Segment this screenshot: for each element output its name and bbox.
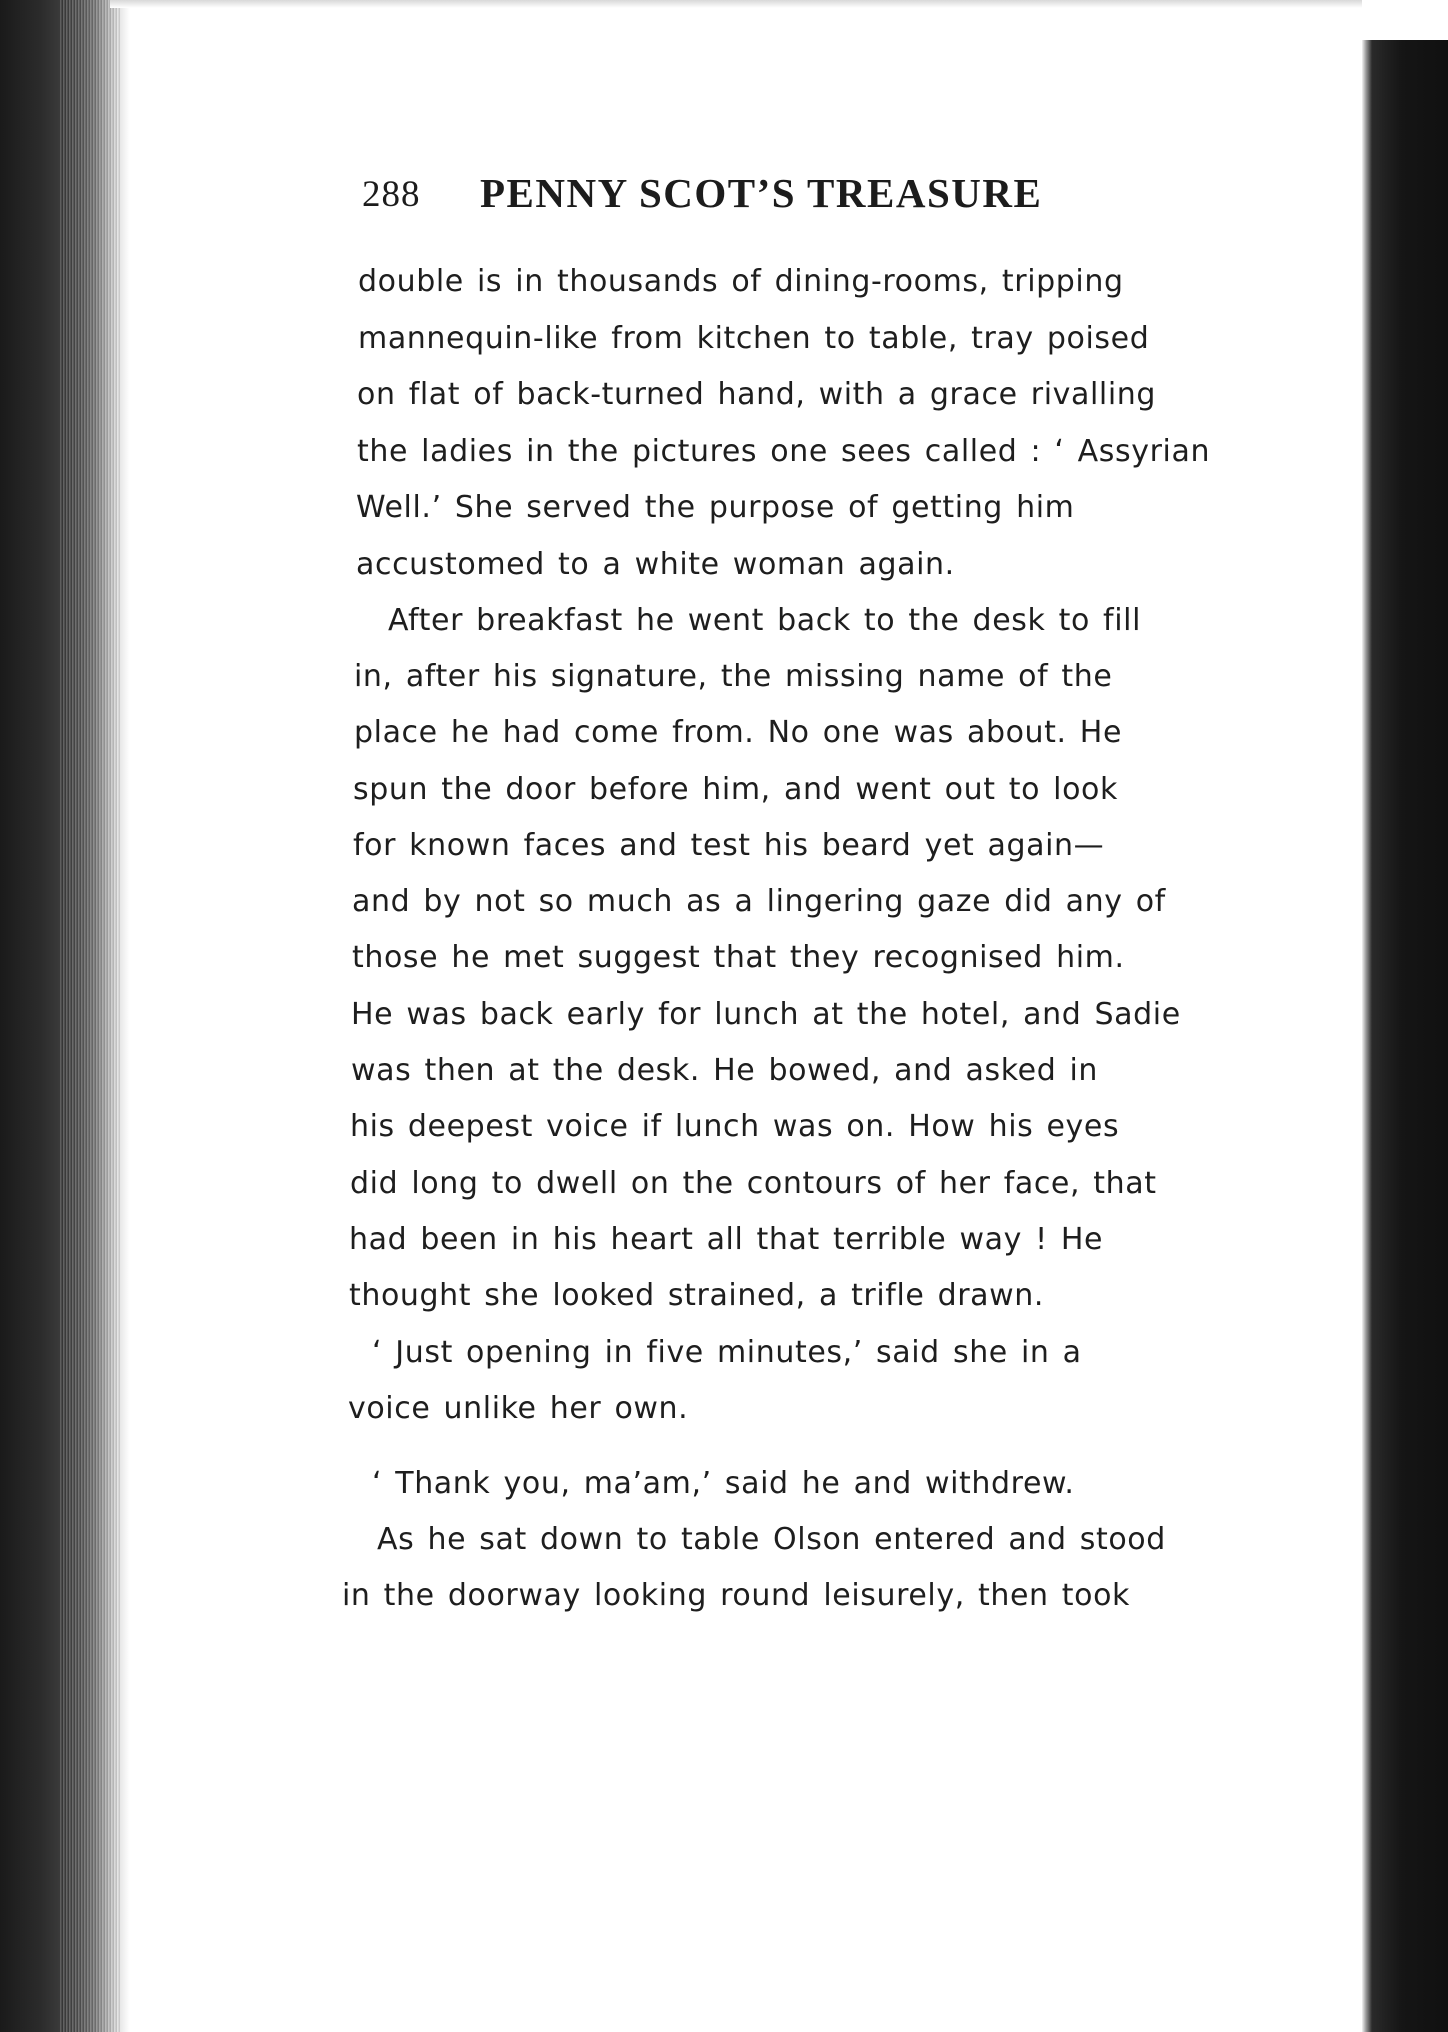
text-line: had been in his heart all that terrible way ! He	[349, 1222, 1104, 1257]
text-line: accustomed to a white woman again.	[356, 547, 955, 582]
text-line: voice unlike her own.	[348, 1391, 689, 1426]
text-line: Well.’ She served the purpose of getting him	[356, 490, 1075, 525]
text-line: in, after his signature, the missing name of the	[354, 659, 1113, 694]
text-line: his deepest voice if lunch was on. How his eyes	[350, 1109, 1120, 1144]
right-book-edge	[1362, 40, 1448, 2032]
right-edge-top	[1362, 0, 1448, 40]
text-line: the ladies in the pictures one sees called : ‘ Assyrian	[357, 434, 1211, 469]
text-line: did long to dwell on the contours of her face, that	[350, 1166, 1157, 1201]
text-line: ‘ Thank you, ma’am,’ said he and withdrew.	[372, 1466, 1075, 1501]
text-line: was then at the desk. He bowed, and asked in	[351, 1053, 1099, 1088]
text-line: in the doorway looking round leisurely, then took	[342, 1578, 1131, 1613]
text-line: ‘ Just opening in five minutes,’ said she in a	[372, 1335, 1082, 1370]
text-line: As he sat down to table Olson entered and stood	[377, 1522, 1166, 1557]
text-line: on flat of back-turned hand, with a grace rivalling	[357, 377, 1157, 412]
page-top-shadow	[110, 0, 1362, 8]
text-line: and by not so much as a lingering gaze did any of	[352, 884, 1166, 919]
book-page	[130, 8, 1362, 2032]
text-line: place he had come from. No one was about. He	[354, 715, 1123, 750]
text-line: thought she looked strained, a trifle drawn.	[349, 1278, 1045, 1313]
text-line: spun the door before him, and went out to look	[353, 772, 1118, 807]
text-line: for known faces and test his beard yet again—	[353, 828, 1105, 863]
text-line: double is in thousands of dining-rooms, tripping	[358, 264, 1124, 299]
text-line: mannequin-like from kitchen to table, tray poised	[358, 321, 1150, 356]
text-line: those he met suggest that they recognised him.	[352, 940, 1125, 975]
text-line: He was back early for lunch at the hotel, and Sadie	[351, 997, 1181, 1032]
running-header	[362, 170, 1222, 233]
text-line: After breakfast he went back to the desk to fill	[388, 603, 1142, 638]
running-title: PENNY SCOT’S TREASURE	[480, 170, 1043, 216]
book-page-edge-lines	[60, 0, 120, 2032]
page-number: 288	[362, 174, 421, 215]
